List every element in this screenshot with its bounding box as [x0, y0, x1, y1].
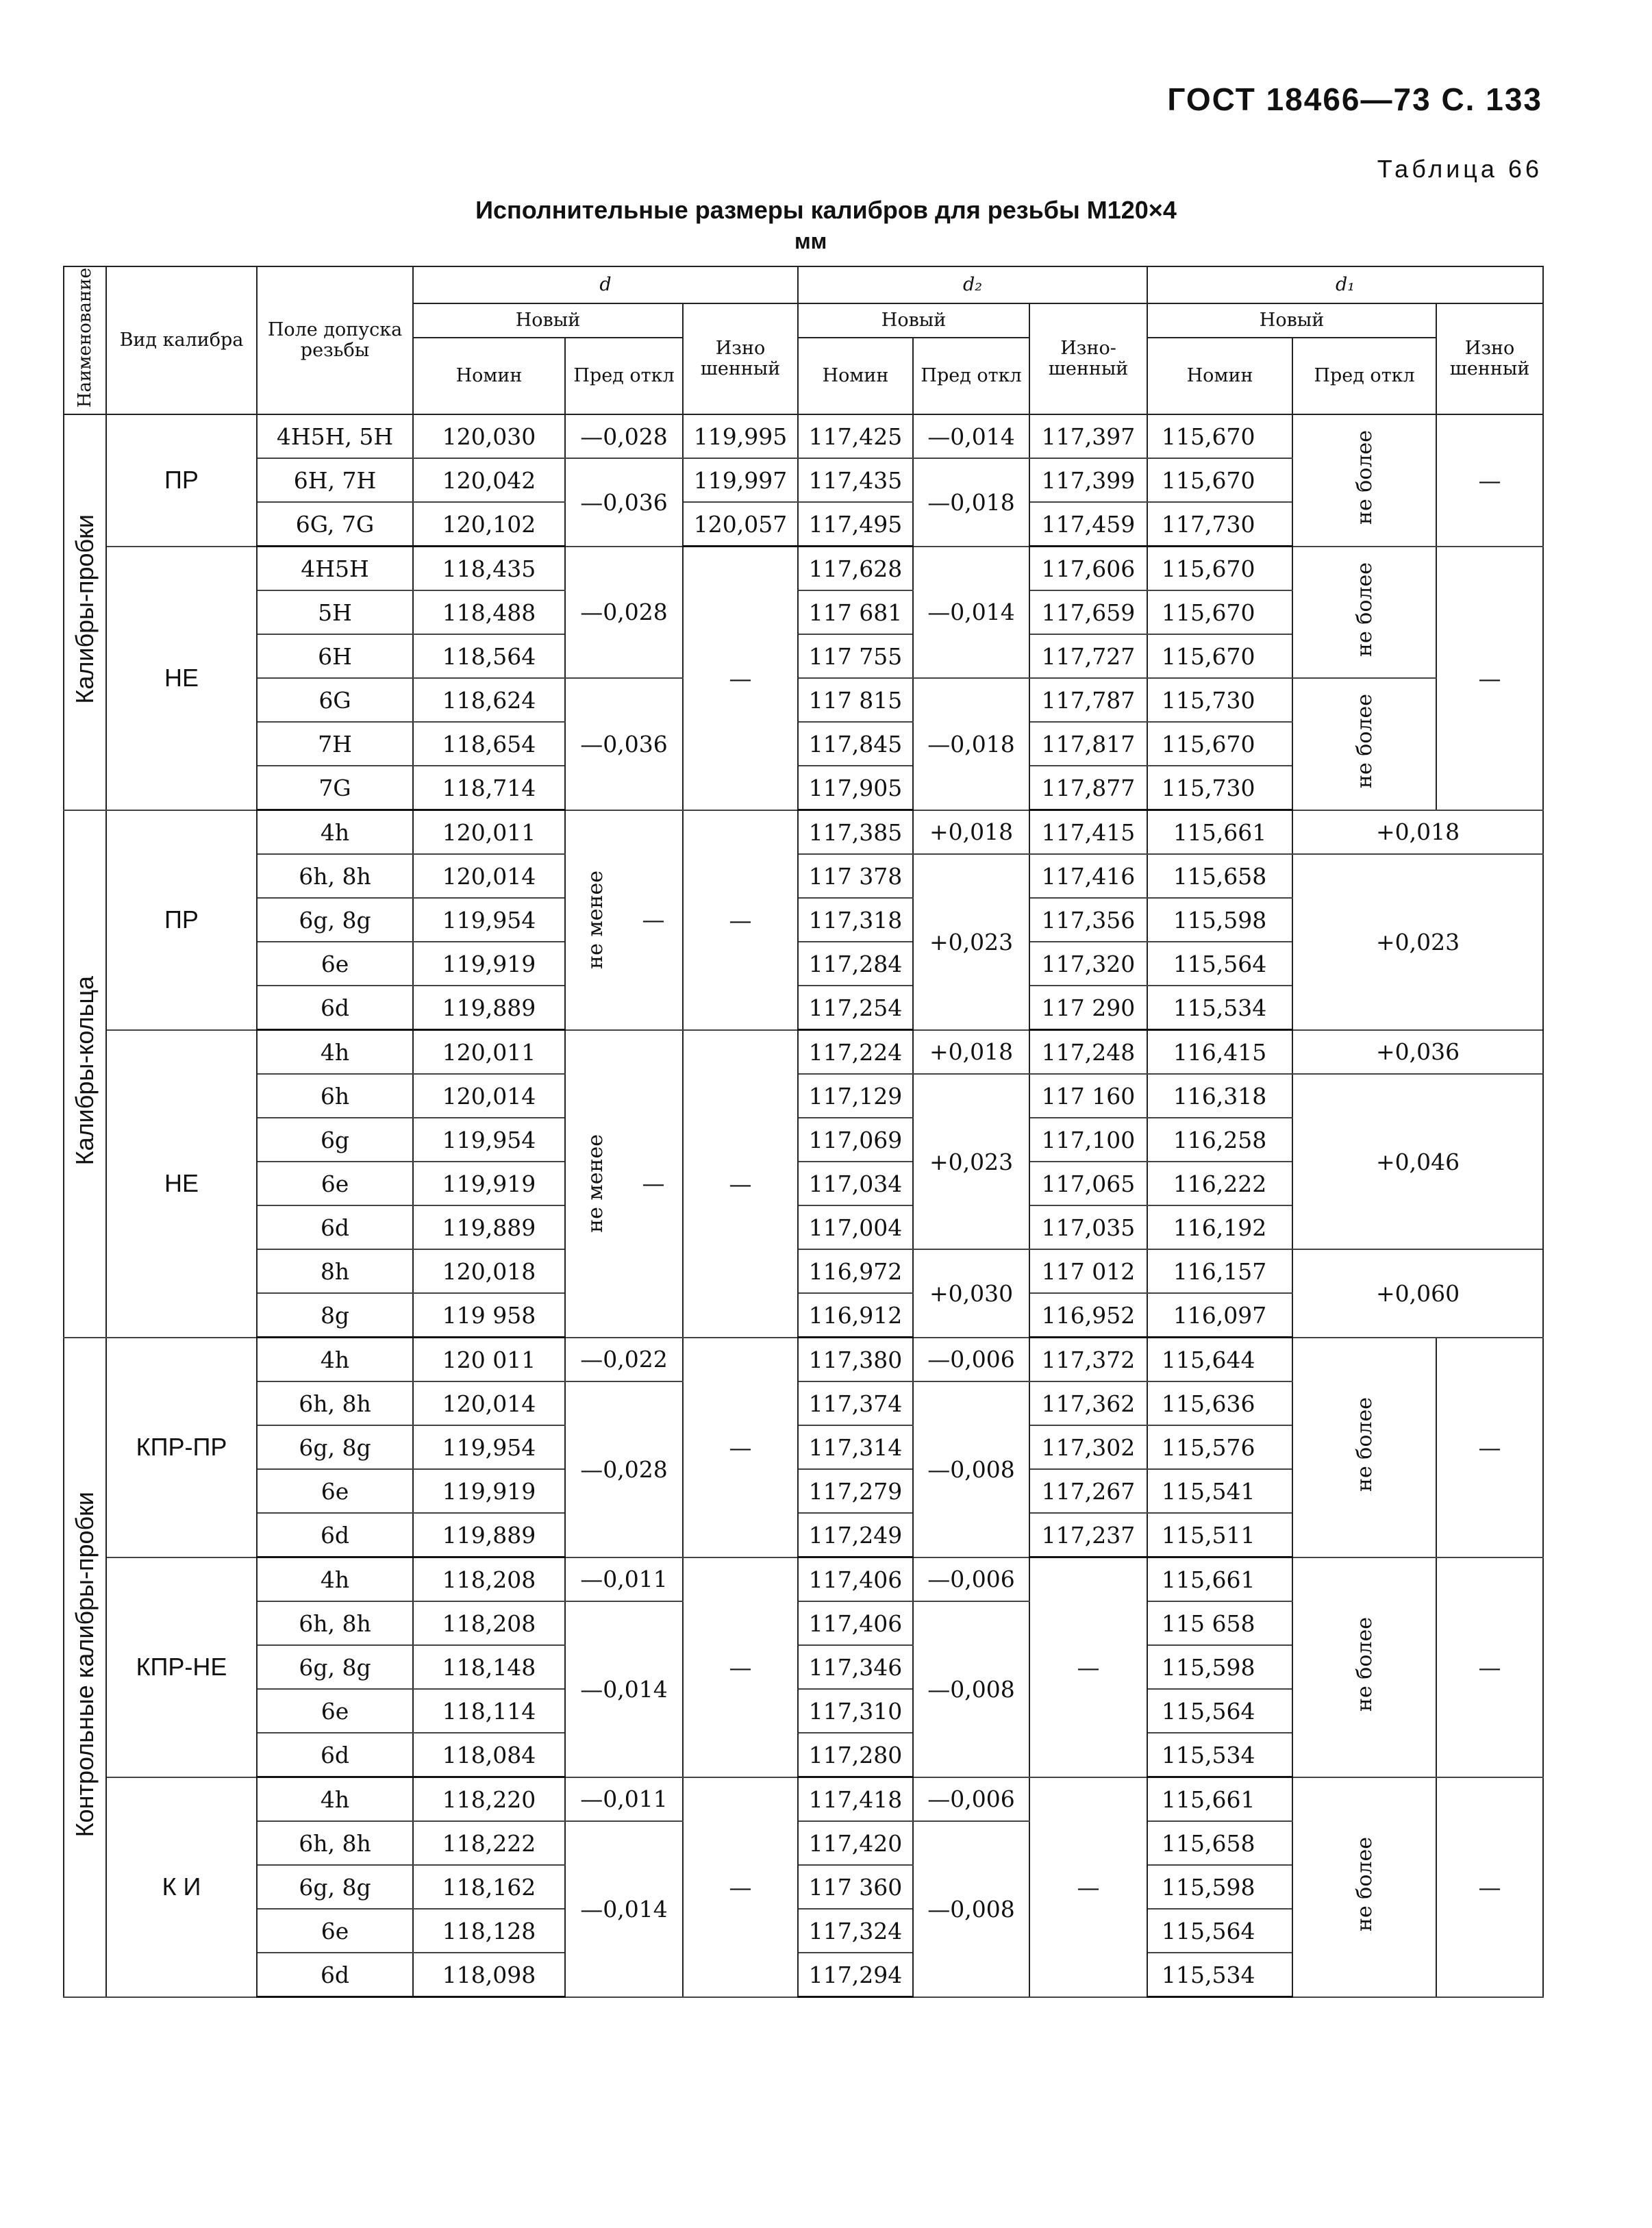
d-worn: —	[683, 1557, 798, 1777]
d2-nominal: 117,380	[798, 1338, 913, 1382]
tolerance-field: 6g, 8g	[257, 1645, 413, 1689]
d-worn-header: Изно шенный	[683, 303, 798, 414]
tolerance-field: 6g, 8g	[257, 1865, 413, 1909]
max-note-text: не более	[1352, 694, 1377, 789]
d-nominal: 119,889	[413, 1205, 565, 1249]
d2-nominal: 117,224	[798, 1030, 913, 1075]
max-note	[1292, 1557, 1436, 1777]
d-nominal: 118,488	[413, 590, 565, 634]
d2-nominal: 117,495	[798, 502, 913, 547]
table-row	[64, 854, 1543, 898]
tolerance-field: 6h, 8h	[257, 1821, 413, 1865]
gauge-kind: НЕ	[106, 547, 257, 810]
gauge-kind: КПР-ПР	[106, 1338, 257, 1557]
tolerance-field: 6H, 7H	[257, 458, 413, 502]
d2-nominal: 117,406	[798, 1601, 913, 1645]
d1-deviation: +0,060	[1292, 1249, 1543, 1338]
d1-deviation: +0,018	[1292, 810, 1543, 855]
d2-deviation: —0,008	[913, 1381, 1029, 1557]
gauge-table	[63, 266, 1544, 1998]
d2-nominal: 117,254	[798, 986, 913, 1030]
d-nominal: 118,148	[413, 1645, 565, 1689]
gauge-kind: ПР	[106, 810, 257, 1030]
d1-nominal: 115,730	[1147, 766, 1292, 810]
d1-nominal: 115,658	[1147, 854, 1292, 898]
d1-nominal: 116,415	[1147, 1030, 1292, 1075]
d2-nominal: 117,346	[798, 1645, 913, 1689]
d-nominal: 118,114	[413, 1689, 565, 1733]
d-nominal: 118,084	[413, 1733, 565, 1777]
d1-nominal: 115,541	[1147, 1469, 1292, 1513]
tolerance-field: 6d	[257, 1733, 413, 1777]
d-nominal: 118,208	[413, 1601, 565, 1645]
d2-worn: 117,659	[1029, 590, 1147, 634]
d1-dev-header: Пред откл	[1292, 338, 1436, 414]
d2-nominal: 117 815	[798, 678, 913, 722]
d1-worn-header: Изно шенный	[1436, 303, 1543, 414]
col-kind-header: Вид калибра	[106, 266, 257, 414]
d2-nominal: 117,004	[798, 1205, 913, 1249]
d-nominal: 118,162	[413, 1865, 565, 1909]
d1-nominal: 117,730	[1147, 502, 1292, 547]
max-note	[1292, 414, 1436, 547]
d2-deviation: —0,014	[913, 414, 1029, 458]
d1-nominal: 116,318	[1147, 1074, 1292, 1118]
d2-deviation: —0,018	[913, 678, 1029, 810]
d1-nominal: 116,222	[1147, 1162, 1292, 1205]
d1-nominal: 115,670	[1147, 634, 1292, 678]
d-nominal: 120,014	[413, 1074, 565, 1118]
table-row	[64, 1249, 1543, 1293]
tolerance-field: 6e	[257, 1469, 413, 1513]
d2-nominal: 117 378	[798, 854, 913, 898]
tolerance-field: 6g, 8g	[257, 1425, 413, 1469]
d1-nominal: 115,564	[1147, 942, 1292, 986]
d2-deviation: +0,030	[913, 1249, 1029, 1338]
d-deviation: —0,028	[565, 1381, 683, 1557]
d1-nominal: 115,511	[1147, 1513, 1292, 1557]
d-nominal: 119,889	[413, 986, 565, 1030]
d1-nominal: 115,658	[1147, 1821, 1292, 1865]
d1-nominal: 116,157	[1147, 1249, 1292, 1293]
d2-worn: 117,817	[1029, 722, 1147, 766]
d2-nominal: 117 681	[798, 590, 913, 634]
d2-nominal: 117,324	[798, 1909, 913, 1953]
d2-worn: 117,035	[1029, 1205, 1147, 1249]
tolerance-field: 6g	[257, 1118, 413, 1162]
d2-worn: 117,065	[1029, 1162, 1147, 1205]
max-note	[1292, 547, 1436, 679]
d-nominal: 118,435	[413, 547, 565, 591]
d2-deviation: +0,018	[913, 1030, 1029, 1075]
d-worn: —	[683, 1338, 798, 1557]
d2-deviation: +0,023	[913, 1074, 1029, 1249]
d2-worn: 117 160	[1029, 1074, 1147, 1118]
tolerance-field: 6h, 8h	[257, 1601, 413, 1645]
min-note: не менее	[583, 871, 608, 969]
tolerance-field: 6d	[257, 1513, 413, 1557]
tolerance-field: 4h	[257, 1777, 413, 1822]
col-d2-header: d₂	[798, 266, 1147, 303]
tolerance-field: 6e	[257, 1909, 413, 1953]
d1-nominal: 115,670	[1147, 458, 1292, 502]
tolerance-field: 4h	[257, 1030, 413, 1075]
d-nominal: 118,098	[413, 1953, 565, 1997]
d1-nominal: 115,534	[1147, 986, 1292, 1030]
table-row	[64, 1030, 1543, 1075]
d1-nominal: 115,670	[1147, 722, 1292, 766]
d2-nominal: 117,318	[798, 898, 913, 942]
d2-nominal: 117,310	[798, 1689, 913, 1733]
max-note-text: не более	[1352, 1617, 1377, 1712]
d1-nom-header: Номин	[1147, 338, 1292, 414]
d2-worn: 117,320	[1029, 942, 1147, 986]
d2-worn: 117,267	[1029, 1469, 1147, 1513]
d-dev-note	[565, 810, 683, 1030]
d2-nominal: 117,628	[798, 547, 913, 591]
tolerance-field: 4H5H, 5H	[257, 414, 413, 458]
d-nominal: 120,102	[413, 502, 565, 547]
tolerance-field: 4h	[257, 810, 413, 855]
d1-deviation: +0,023	[1292, 854, 1543, 1030]
tolerance-field: 6h, 8h	[257, 854, 413, 898]
col-d-header: d	[413, 266, 798, 303]
d-deviation: —0,011	[565, 1777, 683, 1822]
d2-worn: 117,787	[1029, 678, 1147, 722]
d-worn: —	[683, 1777, 798, 1997]
tolerance-field: 4H5H	[257, 547, 413, 591]
d-nominal: 118,222	[413, 1821, 565, 1865]
table-row	[64, 1777, 1543, 1822]
d2-deviation: —0,008	[913, 1821, 1029, 1997]
d2-nominal: 117,314	[798, 1425, 913, 1469]
group-label-cell	[64, 810, 106, 1338]
dash-mark: —	[642, 906, 665, 934]
gauge-kind: НЕ	[106, 1030, 257, 1338]
d-deviation: —0,036	[565, 678, 683, 810]
d2-new-header: Новый	[798, 303, 1029, 338]
d-nominal: 119,889	[413, 1513, 565, 1557]
d2-deviation: —0,008	[913, 1601, 1029, 1777]
d1-deviation: —	[1436, 1777, 1543, 1997]
d1-nominal: 115,598	[1147, 1645, 1292, 1689]
d1-deviation: —	[1436, 1338, 1543, 1557]
d1-nominal: 116,097	[1147, 1293, 1292, 1338]
d-worn: —	[683, 1030, 798, 1338]
d-nominal: 120,014	[413, 1381, 565, 1425]
dash-mark: —	[642, 1170, 665, 1197]
tolerance-field: 4h	[257, 1338, 413, 1382]
d2-worn: 117,356	[1029, 898, 1147, 942]
table-row	[64, 547, 1543, 591]
tolerance-field: 7H	[257, 722, 413, 766]
d-deviation: —0,011	[565, 1557, 683, 1602]
d-worn: 119,997	[683, 458, 798, 502]
d-nominal: 118,208	[413, 1557, 565, 1602]
d1-nominal: 115,670	[1147, 547, 1292, 591]
tolerance-field: 6h, 8h	[257, 1381, 413, 1425]
d-nominal: 119,919	[413, 1162, 565, 1205]
d-nominal: 119,954	[413, 1425, 565, 1469]
d2-worn: —	[1029, 1557, 1147, 1777]
tolerance-field: 6g, 8g	[257, 898, 413, 942]
d-deviation: —0,028	[565, 547, 683, 679]
d-new-header: Новый	[413, 303, 683, 338]
d2-nominal: 116,912	[798, 1293, 913, 1338]
d1-nominal: 115,564	[1147, 1689, 1292, 1733]
d2-nominal: 117,280	[798, 1733, 913, 1777]
d2-worn-header: Изно-шенный	[1029, 303, 1147, 414]
d-nominal: 118,220	[413, 1777, 565, 1822]
d-worn: —	[683, 547, 798, 810]
d1-nominal: 115,661	[1147, 1777, 1292, 1822]
page-header: ГОСТ 18466—73 С. 133	[1167, 82, 1542, 117]
d2-worn: —	[1029, 1777, 1147, 1997]
d-worn: —	[683, 810, 798, 1030]
d2-worn: 117,237	[1029, 1513, 1147, 1557]
col-tol-header: Поле допуска резьбы	[257, 266, 413, 414]
d2-worn: 117,399	[1029, 458, 1147, 502]
max-note	[1292, 1338, 1436, 1557]
group-label: Калибры-пробки	[71, 514, 99, 705]
d1-deviation: —	[1436, 414, 1543, 547]
d-nominal: 120 011	[413, 1338, 565, 1382]
d-nominal: 118,128	[413, 1909, 565, 1953]
table-body	[64, 414, 1543, 1997]
d-deviation: —0,028	[565, 414, 683, 458]
d2-nom-header: Номин	[798, 338, 913, 414]
d-deviation: —0,022	[565, 1338, 683, 1382]
d-nominal: 119,954	[413, 898, 565, 942]
d2-nominal: 117,420	[798, 1821, 913, 1865]
d2-nominal: 117,374	[798, 1381, 913, 1425]
d2-nominal: 117,425	[798, 414, 913, 458]
d2-deviation: —0,006	[913, 1338, 1029, 1382]
d1-nominal: 115,730	[1147, 678, 1292, 722]
d2-nominal: 117,069	[798, 1118, 913, 1162]
d2-worn: 117,372	[1029, 1338, 1147, 1382]
d2-nominal: 117,385	[798, 810, 913, 855]
tolerance-field: 6e	[257, 1689, 413, 1733]
d1-nominal: 115,534	[1147, 1953, 1292, 1997]
tolerance-field: 7G	[257, 766, 413, 810]
d1-nominal: 115,598	[1147, 898, 1292, 942]
d2-nominal: 117 755	[798, 634, 913, 678]
d2-deviation: —0,006	[913, 1777, 1029, 1822]
d1-deviation: +0,046	[1292, 1074, 1543, 1249]
col-d1-header: d₁	[1147, 266, 1543, 303]
d2-nominal: 116,972	[798, 1249, 913, 1293]
max-note	[1292, 1777, 1436, 1997]
table-header	[64, 266, 1543, 414]
d-nominal: 120,030	[413, 414, 565, 458]
d-nominal: 120,018	[413, 1249, 565, 1293]
min-note: не менее	[583, 1134, 608, 1233]
d2-worn: 117,302	[1029, 1425, 1147, 1469]
d-dev-header: Пред откл	[565, 338, 683, 414]
d-worn: 120,057	[683, 502, 798, 547]
tolerance-field: 6d	[257, 1953, 413, 1997]
d-nominal: 118,564	[413, 634, 565, 678]
d2-deviation: —0,018	[913, 458, 1029, 547]
table-unit: мм	[794, 229, 827, 253]
d-nominal: 118,654	[413, 722, 565, 766]
d1-nominal: 116,258	[1147, 1118, 1292, 1162]
max-note-text: не более	[1352, 430, 1377, 525]
tolerance-field: 5H	[257, 590, 413, 634]
d2-nominal: 117 360	[798, 1865, 913, 1909]
d2-deviation: —0,006	[913, 1557, 1029, 1602]
d-deviation: —0,014	[565, 1601, 683, 1777]
tolerance-field: 8h	[257, 1249, 413, 1293]
col-name-header: Наименование	[64, 266, 106, 414]
d1-new-header: Новый	[1147, 303, 1436, 338]
d2-worn: 117,397	[1029, 414, 1147, 458]
d2-worn: 117,459	[1029, 502, 1147, 547]
max-note-text: не более	[1352, 1397, 1377, 1492]
d2-nominal: 117,279	[798, 1469, 913, 1513]
d-deviation: —0,036	[565, 458, 683, 547]
d1-nominal: 115,670	[1147, 590, 1292, 634]
tolerance-field: 6G, 7G	[257, 502, 413, 547]
d2-worn: 117,100	[1029, 1118, 1147, 1162]
gauge-kind: КПР-НЕ	[106, 1557, 257, 1777]
d2-worn: 117,415	[1029, 810, 1147, 855]
d-nominal: 120,014	[413, 854, 565, 898]
gauge-kind: К И	[106, 1777, 257, 1997]
tolerance-field: 6d	[257, 986, 413, 1030]
table-number: Таблица 66	[1377, 155, 1542, 183]
group-label: Калибры-кольца	[71, 976, 99, 1166]
d-nominal: 119,919	[413, 1469, 565, 1513]
max-note	[1292, 678, 1436, 810]
d2-worn: 116,952	[1029, 1293, 1147, 1338]
d2-dev-header: Пред откл	[913, 338, 1029, 414]
tolerance-field: 6H	[257, 634, 413, 678]
tolerance-field: 4h	[257, 1557, 413, 1602]
d2-nominal: 117,418	[798, 1777, 913, 1822]
d2-nominal: 117,845	[798, 722, 913, 766]
d2-nominal: 117,406	[798, 1557, 913, 1602]
d1-deviation: +0,036	[1292, 1030, 1543, 1075]
d2-nominal: 117,129	[798, 1074, 913, 1118]
d1-nominal: 115,644	[1147, 1338, 1292, 1382]
d-nominal: 118,714	[413, 766, 565, 810]
d1-nominal: 115,576	[1147, 1425, 1292, 1469]
d1-nominal: 115,661	[1147, 1557, 1292, 1602]
tolerance-field: 6G	[257, 678, 413, 722]
d2-nominal: 117,284	[798, 942, 913, 986]
d-deviation: —0,014	[565, 1821, 683, 1997]
d1-nominal: 115,670	[1147, 414, 1292, 458]
tolerance-field: 6e	[257, 1162, 413, 1205]
tolerance-field: 6h	[257, 1074, 413, 1118]
d-nominal: 119 958	[413, 1293, 565, 1338]
d1-nominal: 115 658	[1147, 1601, 1292, 1645]
d2-deviation: +0,018	[913, 810, 1029, 855]
d-dev-note	[565, 1030, 683, 1338]
d-nominal: 119,919	[413, 942, 565, 986]
d-nom-header: Номин	[413, 338, 565, 414]
d2-worn: 117,416	[1029, 854, 1147, 898]
d2-worn: 117,362	[1029, 1381, 1147, 1425]
table-row	[64, 1074, 1543, 1118]
d2-nominal: 117,905	[798, 766, 913, 810]
table-row	[64, 414, 1543, 458]
d2-deviation: +0,023	[913, 854, 1029, 1030]
d-nominal: 120,011	[413, 810, 565, 855]
d2-worn: 117,606	[1029, 547, 1147, 591]
tolerance-field: 8g	[257, 1293, 413, 1338]
d2-worn: 117 290	[1029, 986, 1147, 1030]
d2-worn: 117,727	[1029, 634, 1147, 678]
table-row	[64, 1557, 1543, 1602]
d2-worn: 117 012	[1029, 1249, 1147, 1293]
group-label-cell	[64, 1338, 106, 1997]
d-worn: 119,995	[683, 414, 798, 458]
d1-nominal: 115,598	[1147, 1865, 1292, 1909]
d2-nominal: 117,435	[798, 458, 913, 502]
d-nominal: 120,042	[413, 458, 565, 502]
gauge-kind: ПР	[106, 414, 257, 547]
d1-nominal: 115,636	[1147, 1381, 1292, 1425]
d2-nominal: 117,034	[798, 1162, 913, 1205]
d1-nominal: 116,192	[1147, 1205, 1292, 1249]
d-nominal: 119,954	[413, 1118, 565, 1162]
table-title: Исполнительные размеры калибров для резьбы М120×4	[475, 196, 1177, 224]
d1-deviation: —	[1436, 547, 1543, 810]
tolerance-field: 6e	[257, 942, 413, 986]
d1-deviation: —	[1436, 1557, 1543, 1777]
d-nominal: 120,011	[413, 1030, 565, 1075]
max-note-text: не более	[1352, 562, 1377, 657]
max-note-text: не более	[1352, 1837, 1377, 1931]
d2-deviation: —0,014	[913, 547, 1029, 679]
group-label: Контрольные калибры-пробки	[71, 1491, 99, 1838]
d2-nominal: 117,294	[798, 1953, 913, 1997]
d2-nominal: 117,249	[798, 1513, 913, 1557]
d1-nominal: 115,534	[1147, 1733, 1292, 1777]
d-nominal: 118,624	[413, 678, 565, 722]
group-label-cell	[64, 414, 106, 810]
table-row	[64, 678, 1543, 722]
d2-worn: 117,248	[1029, 1030, 1147, 1075]
d1-nominal: 115,564	[1147, 1909, 1292, 1953]
tolerance-field: 6d	[257, 1205, 413, 1249]
d2-worn: 117,877	[1029, 766, 1147, 810]
table-row	[64, 1338, 1543, 1382]
table-row	[64, 810, 1543, 855]
d1-nominal: 115,661	[1147, 810, 1292, 855]
